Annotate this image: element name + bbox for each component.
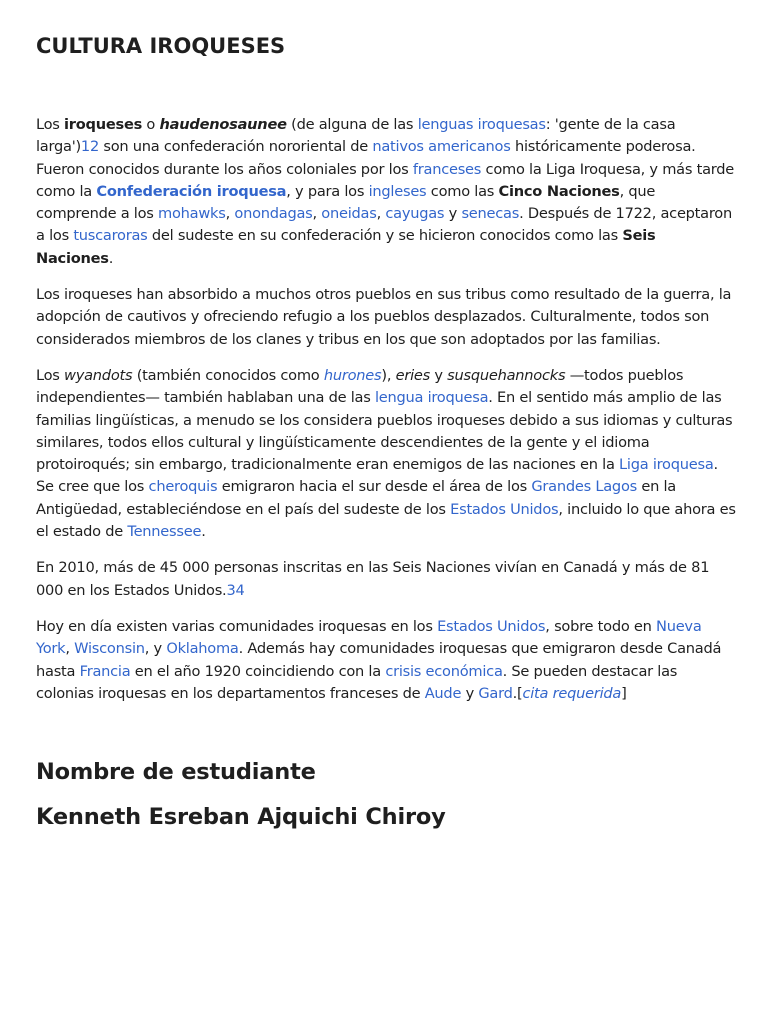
text: como las (426, 182, 499, 200)
link-reference-34[interactable]: 34 (226, 581, 245, 599)
text: , y para los (286, 182, 369, 200)
page-title: CULTURA IROQUESES (36, 34, 286, 58)
text: —todos pueblos independientes— también hablaban una de las (36, 366, 684, 407)
text: , incluido lo que ahora es el estado de (36, 500, 736, 541)
text: , sobre todo en (545, 617, 657, 635)
link-gard[interactable]: Gard (478, 684, 513, 702)
link-estados-unidos[interactable]: Estados Unidos (450, 500, 559, 518)
link-onondagas[interactable]: onondagas (234, 205, 313, 223)
term-iroqueses: iroqueses (64, 116, 143, 133)
text: , que comprende a los (36, 182, 656, 223)
text: En 2010, más de 45 000 personas inscritas en las Seis Naciones vivían en Canadá y más de 81 000 en los Estados Unidos. (36, 559, 710, 599)
text: , (312, 205, 322, 223)
text: como la Liga Iroquesa, y más tarde como la (36, 160, 735, 200)
link-nueva-york[interactable]: Nueva York (36, 617, 702, 658)
link-lenguas-iroquesas[interactable]: lenguas iroquesas (417, 116, 546, 133)
link-tuscaroras[interactable]: tuscaroras (73, 227, 148, 245)
text: o (142, 116, 160, 133)
link-ingleses[interactable]: ingleses (368, 182, 427, 200)
paragraph-communities (36, 616, 736, 705)
text: y (430, 366, 448, 384)
link-liga-iroquesa[interactable]: Liga iroquesa (619, 456, 714, 474)
text: (de alguna de las (286, 116, 418, 133)
text: emigraron hacia el sur desde el área de los (217, 478, 532, 496)
term-eries: eries (395, 366, 430, 384)
text: (también conocidos como (132, 366, 324, 384)
text: . Se cree que los (36, 456, 718, 496)
text: en el año 1920 coincidiendo con la (130, 662, 386, 680)
text: ), (381, 366, 396, 384)
text: en la Antigüedad, estableciéndose en el país del sudeste de los (36, 478, 676, 518)
text: , (376, 205, 386, 223)
term-cinco-naciones: Cinco Naciones (498, 182, 620, 200)
link-tennessee[interactable]: Tennessee (127, 523, 202, 541)
link-confederacion-iroquesa[interactable]: Confederación iroquesa (96, 182, 287, 200)
term-haudenosaunee: haudenosaunee (159, 116, 287, 133)
text: . Además hay comunidades iroquesas que emigraron desde Canadá hasta (36, 640, 722, 680)
student-name: Kenneth Esreban Ajquichi Chiroy (36, 804, 446, 830)
link-aude[interactable]: Aude (424, 684, 462, 702)
paragraph-population (36, 557, 736, 602)
link-senecas[interactable]: senecas (461, 205, 520, 223)
link-oneidas[interactable]: oneidas (321, 205, 377, 223)
paragraph-absorption: Los iroqueses han absorbido a muchos otros pueblos en sus tribus como resultado de la guerra, la adopción de cautivos y ofreciendo refugio a los pueblos desplazados. Culturalmente, todos son considerados miembros de los clanes y tribus en los que son adoptados por las familias. (36, 286, 732, 348)
text: Los (36, 116, 65, 133)
term-susquehannocks: susquehannocks (447, 366, 566, 384)
text: Hoy en día existen varias comunidades iroquesas en los (36, 617, 438, 635)
text: . Después de 1722, aceptaron a los (36, 205, 732, 245)
text: , (65, 640, 75, 658)
paragraph-related-peoples (36, 365, 736, 543)
link-grandes-lagos[interactable]: Grandes Lagos (531, 478, 637, 496)
text: Los (36, 366, 65, 384)
term-seis-naciones: Seis Naciones (36, 227, 656, 267)
link-cayugas[interactable]: cayugas (385, 205, 445, 223)
text: del sudeste en su confederación y se hicieron conocidos como las (147, 227, 623, 245)
text: .[ (512, 684, 523, 702)
text: , (225, 205, 235, 223)
link-oklahoma[interactable]: Oklahoma (166, 640, 239, 658)
text: . (201, 523, 206, 541)
text: y (461, 684, 479, 702)
term-wyandots: wyandots (64, 366, 133, 384)
link-nativos-americanos[interactable]: nativos americanos (372, 138, 511, 156)
link-crisis-economica[interactable]: crisis económica (385, 662, 503, 680)
link-mohawks[interactable]: mohawks (158, 205, 226, 223)
article-body (36, 114, 736, 719)
link-hurones[interactable]: hurones (323, 366, 382, 384)
link-francia[interactable]: Francia (79, 662, 131, 680)
text: . (108, 249, 114, 267)
link-cheroquis[interactable]: cheroquis (148, 478, 218, 496)
link-wisconsin[interactable]: Wisconsin (74, 640, 145, 658)
link-reference-12[interactable]: 12 (80, 138, 99, 156)
student-heading: Nombre de estudiante (36, 759, 316, 785)
text: : 'gente de la casa larga') (36, 116, 676, 156)
text: históricamente poderosa. Fueron conocidos durante los años coloniales por los (36, 138, 696, 178)
text: son una confederación nororiental de (98, 138, 373, 156)
text: , y (144, 640, 167, 658)
text: . En el sentido más amplio de las familias lingüísticas, a menudo se los considera pueblos iroqueses debido a sus idiomas y culturas similares, todos ellos cultural y lingüísticamente descendientes de la gente y el idioma protoiroqués; sin embargo, tradicionalmente eran enemigos de las naciones en la (36, 389, 733, 474)
link-lengua-iroquesa[interactable]: lengua iroquesa (374, 389, 489, 407)
paragraph-intro (36, 114, 736, 270)
text: y (444, 205, 462, 223)
text: ] (621, 684, 627, 702)
link-cita-requerida[interactable]: cita requerida (522, 684, 622, 702)
text: . Se pueden destacar las colonias iroquesas en los departamentos franceses de (36, 662, 678, 702)
link-franceses[interactable]: franceses (412, 160, 482, 178)
link-estados-unidos[interactable]: Estados Unidos (437, 617, 546, 635)
